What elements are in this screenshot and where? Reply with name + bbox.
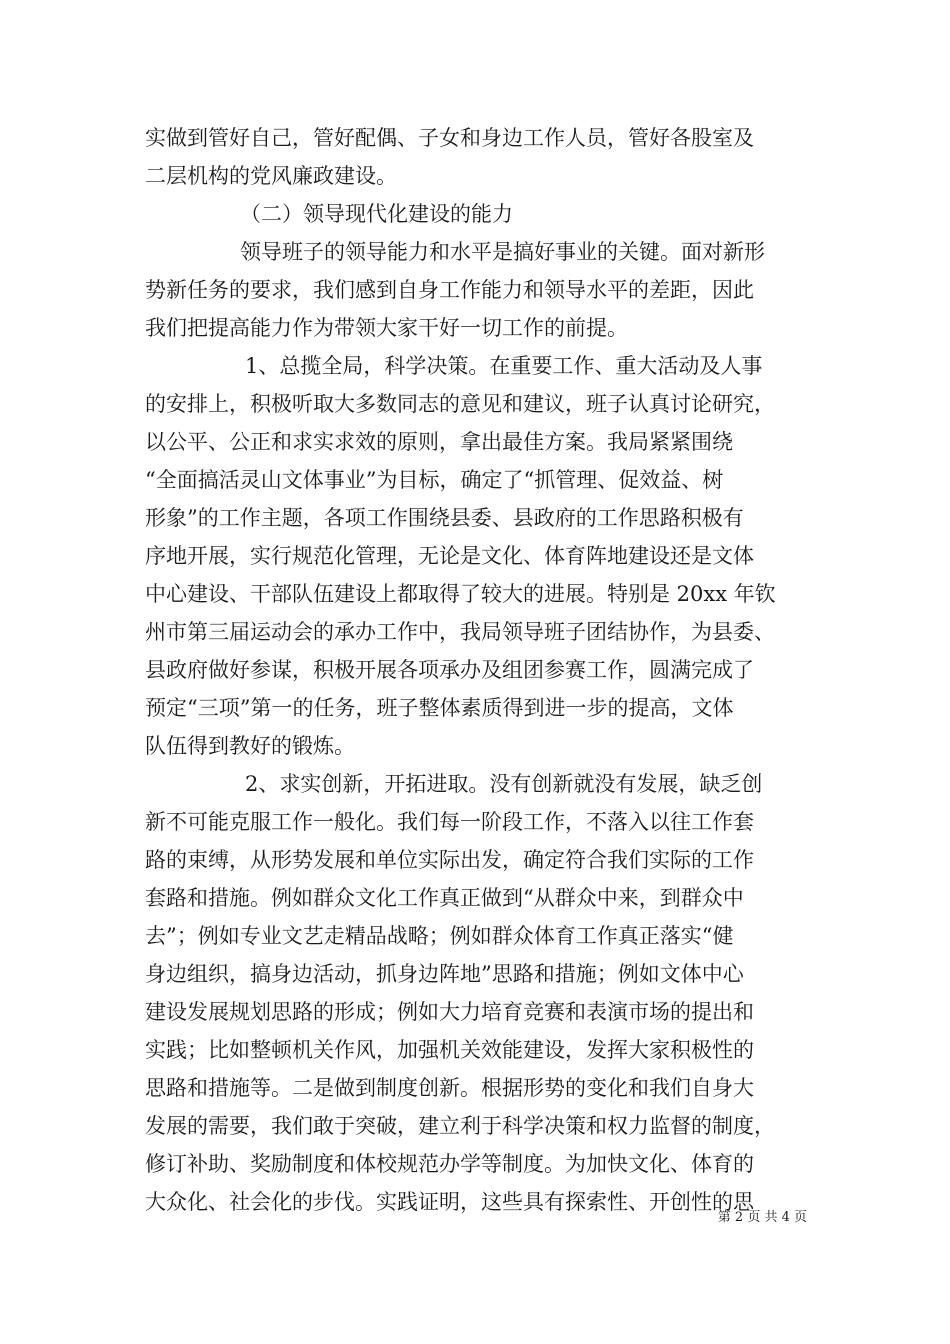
text-line: 实践；比如整顿机关作风，加强机关效能建设，发挥大家积极性的 [145, 1038, 754, 1062]
text-line: 实做到管好自己，管好配偶、子女和身边工作人员，管好各股室及 [145, 126, 754, 150]
text-line: 州市第三届运动会的承办工作中，我局领导班子团结协作，为县委、 [145, 620, 775, 644]
text-line: 去”；例如专业文艺走精品战略；例如群众体育工作真正落实“健 [145, 924, 734, 948]
text-line: 中心建设、干部队伍建设上都取得了较大的进展。特别是 20xx 年钦 [145, 582, 776, 606]
text-line: 我们把提高能力作为带领大家干好一切工作的前提。 [145, 316, 628, 340]
text-line: “全面搞活灵山文体事业”为目标，确定了“抓管理、促效益、树 [145, 468, 724, 492]
text-line: 形象”的工作主题，各项工作围绕县委、县政府的工作思路积极有 [145, 506, 744, 530]
text-line: 队伍得到教好的锻炼。 [145, 734, 355, 758]
text-line: 套路和措施。例如群众文化工作真正做到“从群众中来，到群众中 [145, 886, 744, 910]
text-line: 建设发展规划思路的形成；例如大力培育竞赛和表演市场的提出和 [145, 1000, 754, 1024]
section-heading: （二）领导现代化建设的能力 [240, 202, 513, 226]
text-line: 路的束缚，从形势发展和单位实际出发，确定符合我们实际的工作 [145, 848, 754, 872]
text-line: 势新任务的要求，我们感到自身工作能力和领导水平的差距，因此 [145, 278, 754, 302]
page-number-footer: 第 2 页 共 4 页 [717, 1210, 807, 1225]
text-line: 预定“三项”第一的任务，班子整体素质得到进一步的提高，文体 [145, 696, 734, 720]
text-line: 身边组织，搞身边活动，抓身边阵地”思路和措施；例如文体中心 [145, 962, 744, 986]
text-line: 思路和措施等。二是做到制度创新。根据形势的变化和我们自身大 [145, 1076, 754, 1100]
text-line: 县政府做好参谋，积极开展各项承办及组团参赛工作，圆满完成了 [145, 658, 754, 682]
text-line: 以公平、公正和求实求效的原则，拿出最佳方案。我局紧紧围绕 [145, 430, 733, 454]
text-line: 二层机构的党风廉政建设。 [145, 164, 397, 188]
text-line: 序地开展，实行规范化管理，无论是文化、体育阵地建设还是文体 [145, 544, 754, 568]
text-line: 发展的需要，我们敢于突破，建立利于科学决策和权力监督的制度， [145, 1114, 775, 1138]
text-line: 新不可能克服工作一般化。我们每一阶段工作，不落入以往工作套 [145, 810, 754, 834]
text-line: 大众化、社会化的步伐。实践证明，这些具有探索性、开创性的思 [145, 1190, 754, 1214]
paragraph-start: 1、总揽全局，科学决策。在重要工作、重大活动及人事 [245, 354, 763, 378]
paragraph-start: 领导班子的领导能力和水平是搞好事业的关键。面对新形 [240, 240, 765, 264]
text-line: 修订补助、奖励制度和体校规范办学等制度。为加快文化、体育的 [145, 1152, 754, 1176]
paragraph-start: 2、求实创新，开拓进取。没有创新就没有发展，缺乏创 [245, 772, 763, 796]
text-line: 的安排上，积极听取大多数同志的意见和建议，班子认真讨论研究， [145, 392, 775, 416]
